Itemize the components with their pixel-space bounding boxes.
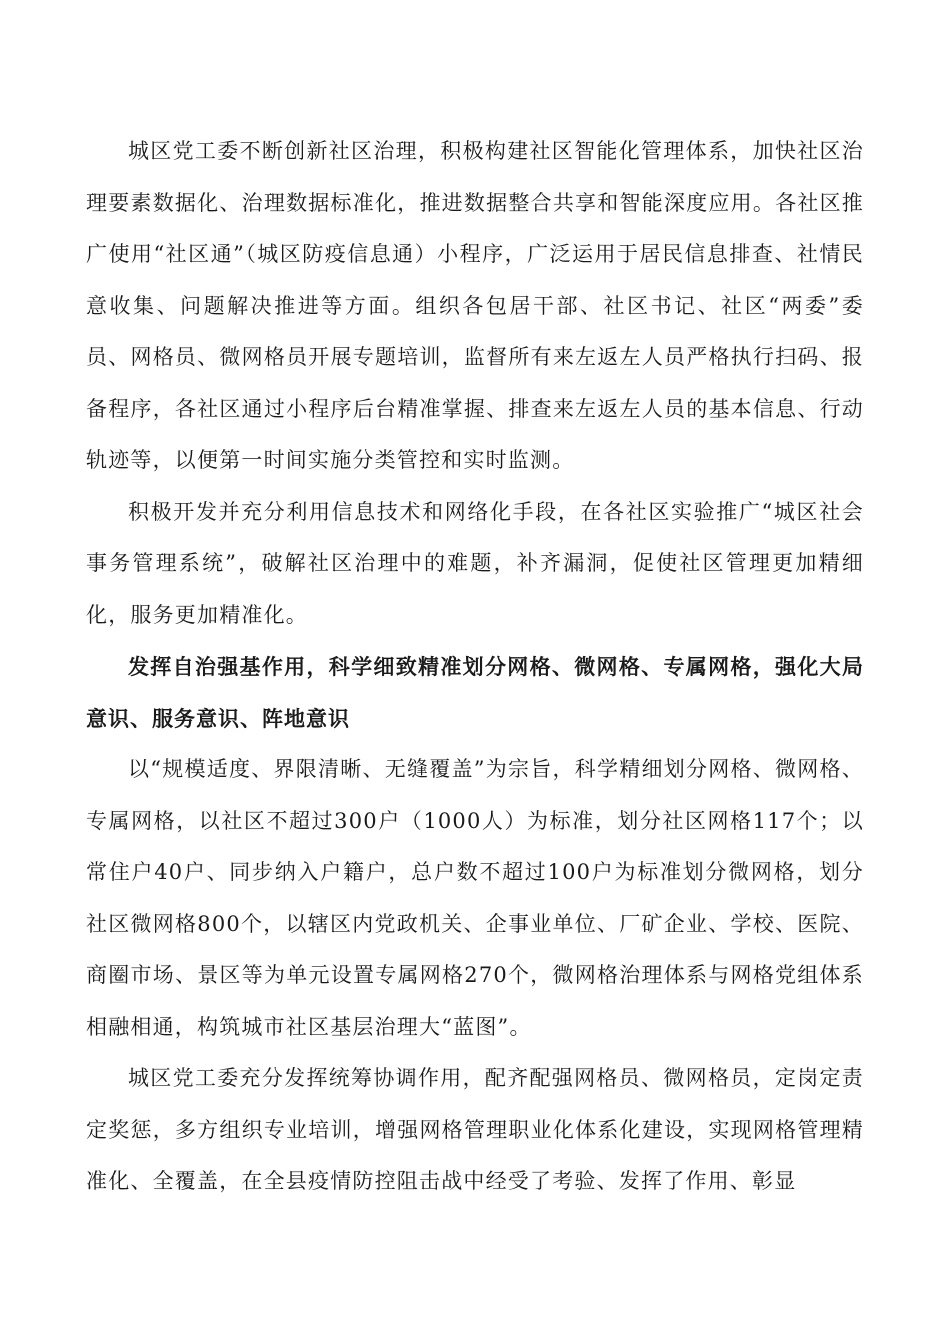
document-page — [86, 126, 864, 1208]
paragraph-grid-division: 以“规模适度、界限清晰、无缝覆盖”为宗旨，科学精细划分网格、微网格、专属网格，以社区不超过300户（1000人）为标准，划分社区网格117个；以常住户40户、同步纳入户籍户，总户数不超过100户为标准划分微网格，划分社区微网格800个，以辖区内党政机关、企事业单位、厂矿企业、学校、医院、商圈市场、景区等为单元设置专属网格270个，微网格治理体系与网格党组体系相融相通，构筑城市社区基层治理大“蓝图”。 — [86, 757, 864, 1039]
paragraph-management-system: 积极开发并充分利用信息技术和网络化手段，在各社区实验推广“城区社会事务管理系统”，破解社区治理中的难题，补齐漏洞，促使社区管理更加精细化，服务更加精准化。 — [86, 499, 864, 627]
paragraph-smart-governance: 城区党工委不断创新社区治理，积极构建社区智能化管理体系，加快社区治理要素数据化、治理数据标准化，推进数据整合共享和智能深度应用。各社区推广使用“社区通”（城区防疫信息通）小程序，广泛运用于居民信息排查、社情民意收集、问题解决推进等方面。组织各包居干部、社区书记、社区“两委”委员、网格员、微网格员开展专题培训，监督所有来左返左人员严格执行扫码、报备程序，各社区通过小程序后台精准掌握、排查来左返左人员的基本信息、行动轨迹等，以便第一时间实施分类管控和实时监测。 — [86, 139, 864, 472]
paragraph-coordination: 城区党工委充分发挥统筹协调作用，配齐配强网格员、微网格员，定岗定责定奖惩，多方组织专业培训，增强网格管理职业化体系化建设，实现网格管理精准化、全覆盖，在全县疫情防控阻击战中经受了考验、发挥了作用、彰显 — [86, 1066, 864, 1193]
section-heading: 发挥自治强基作用，科学细致精准划分网格、微网格、专属网格，强化大局意识、服务意识、阵地意识 — [86, 654, 864, 731]
